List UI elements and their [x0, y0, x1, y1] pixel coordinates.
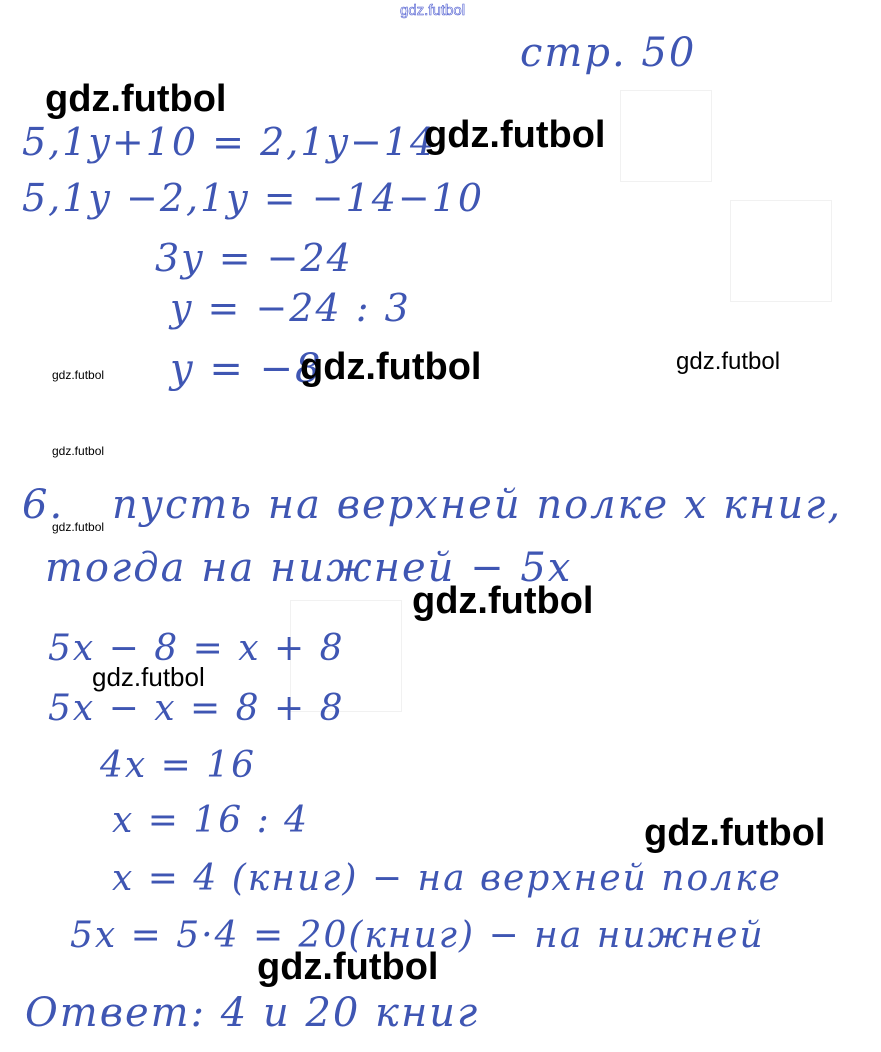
watermark: gdz.futbol — [52, 444, 105, 458]
answer-line: Ответ: 4 и 20 книг — [25, 990, 480, 1036]
equation-line: 4x = 16 — [100, 745, 257, 786]
equation-line: 3y = −24 — [155, 236, 353, 280]
faint-grid — [620, 90, 712, 182]
watermark: gdz.futbol — [52, 368, 105, 382]
watermark: gdz.futbol — [300, 346, 482, 388]
equation-line: y = −8 — [170, 346, 323, 392]
equation-line: 5,1y −2,1y = −14−10 — [22, 176, 485, 220]
equation-line: 5x = 5·4 = 20(книг) − на нижней — [70, 915, 765, 956]
equation-line: 5x − x = 8 + 8 — [48, 688, 345, 729]
watermark: gdz.futbol — [424, 114, 606, 156]
equation-line: 5x − 8 = x + 8 — [48, 628, 345, 669]
problem-number: 6. — [22, 482, 65, 528]
watermark: gdz.futbol — [676, 348, 781, 375]
equation-line: x = 4 (книг) − на верхней полке — [112, 858, 782, 899]
watermark: gdz.futbol — [92, 662, 205, 692]
equation-line: y = −24 : 3 — [170, 286, 411, 330]
text-line: пусть на верхней полке x книг, — [112, 482, 843, 528]
faint-grid — [730, 200, 832, 302]
text-line: тогда на нижней − 5x — [45, 545, 573, 591]
watermark: gdz.futbol — [45, 78, 227, 120]
watermark: gdz.futbol — [52, 520, 105, 534]
watermark: gdz.futbol — [412, 580, 594, 622]
watermark: gdz.futbol — [644, 812, 826, 854]
equation-line: x = 16 : 4 — [112, 800, 310, 841]
equation-line: 5,1y+10 = 2,1y−14 — [22, 120, 437, 164]
top-watermark: gdz.futbol — [400, 2, 466, 19]
page-reference: стр. 50 — [520, 30, 697, 76]
watermark: gdz.futbol — [257, 946, 439, 988]
